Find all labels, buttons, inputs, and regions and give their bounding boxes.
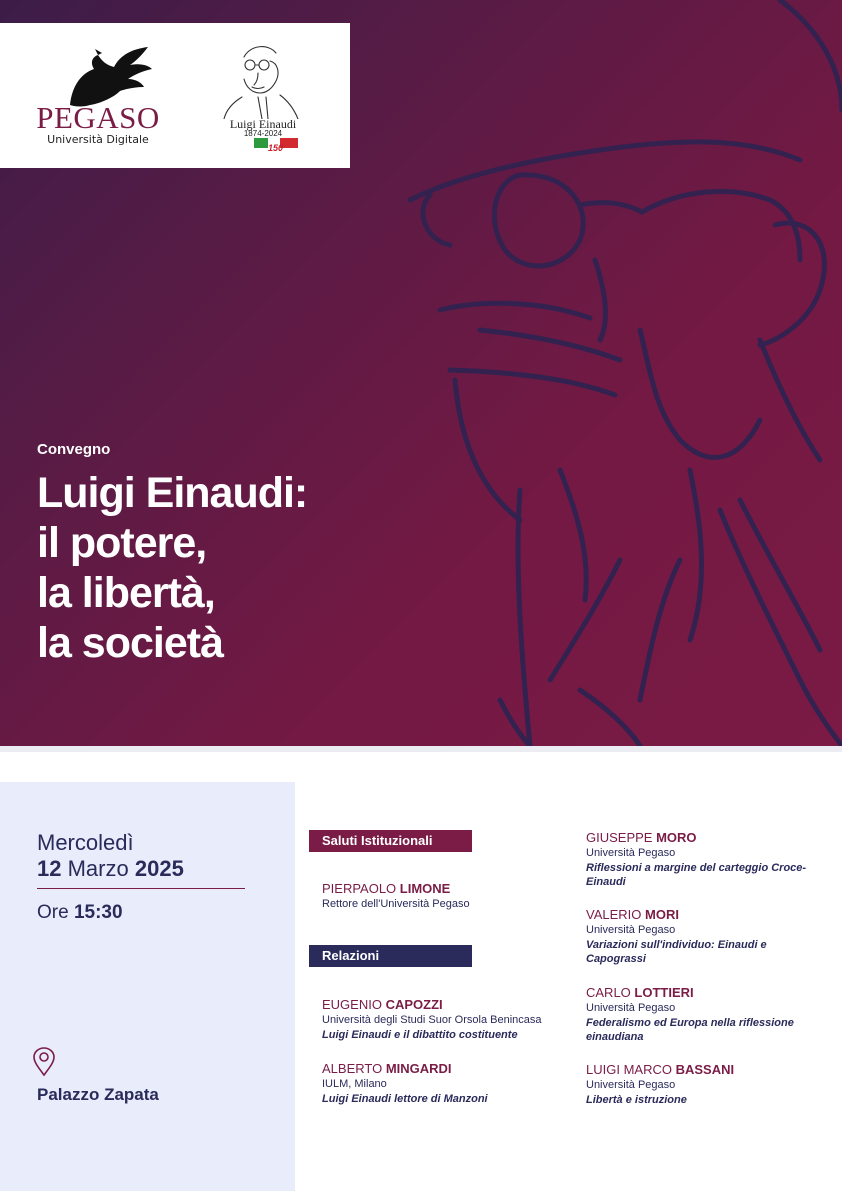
speaker-talk-title: Luigi Einaudi lettore di Manzoni	[322, 1092, 488, 1105]
event-type-label: Convegno	[37, 441, 111, 458]
speaker-entry	[586, 830, 816, 890]
speaker-talk-title: Libertà e istruzione	[586, 1093, 687, 1106]
speaker-entry	[586, 1062, 816, 1107]
event-weekday: Mercoledì	[37, 830, 134, 855]
speaker-name: VALERIO MORI	[586, 907, 679, 922]
event-time-prefix: Ore	[37, 902, 69, 923]
speaker-entry	[586, 985, 818, 1045]
event-title	[37, 468, 397, 668]
speaker-entry	[322, 881, 470, 912]
speaker-affiliation: Università Pegaso	[586, 1002, 676, 1014]
einaudi-sketch-icon	[222, 37, 302, 119]
event-title-line: la società	[37, 619, 223, 667]
speaker-talk-title: Variazioni sull'individuo: Einaudi e Capograssi	[586, 938, 767, 965]
event-title-line: Luigi Einaudi:	[37, 469, 308, 517]
event-title-line: il potere,	[37, 519, 207, 567]
event-time	[37, 902, 123, 924]
speaker-affiliation: Università Pegaso	[586, 1079, 676, 1091]
speaker-name: LUIGI MARCO BASSANI	[586, 1062, 735, 1077]
speaker-entry	[586, 907, 801, 967]
einaudi-logo-name: Luigi Einaudi	[229, 117, 297, 131]
speaker-talk-title: Riflessioni a margine del carteggio Croce-Einaudi	[586, 861, 807, 888]
speaker-affiliation: IULM, Milano	[322, 1078, 387, 1090]
speaker-name: ALBERTO MINGARDI	[322, 1061, 452, 1076]
event-date	[37, 856, 184, 882]
einaudi-logo-years: 1874-2024	[243, 129, 283, 138]
event-venue: Palazzo Zapata	[37, 1085, 159, 1104]
speaker-entry	[322, 1061, 562, 1106]
speaker-entry	[322, 997, 562, 1042]
location-pin-icon	[32, 1047, 56, 1077]
speaker-name: PIERPAOLO LIMONE	[322, 881, 451, 896]
speaker-talk-title: Federalismo ed Europa nella riflessione einaudiana	[586, 1016, 794, 1043]
event-time-value: 15:30	[73, 902, 123, 923]
hero-divider	[0, 746, 842, 752]
event-year: 2025	[134, 856, 184, 881]
speaker-affiliation: Università degli Studi Suor Orsola Benincasa	[322, 1014, 542, 1026]
speaker-affiliation: Università Pegaso	[586, 924, 676, 936]
event-month: Marzo	[67, 856, 129, 881]
speaker-name: EUGENIO CAPOZZI	[322, 997, 443, 1012]
speaker-name: CARLO LOTTIERI	[586, 985, 694, 1000]
section-relazioni-header: Relazioni	[309, 945, 472, 967]
event-day: 12	[37, 856, 62, 881]
einaudi-anniversary-number: 150	[268, 143, 284, 153]
speaker-talk-title: Luigi Einaudi e il dibattito costituente	[322, 1028, 518, 1041]
pegaso-wordmark: PEGASO	[36, 100, 160, 135]
speaker-affiliation: Università Pegaso	[586, 847, 676, 859]
logo-header-box	[0, 23, 350, 168]
event-title-line: la libertà,	[37, 569, 215, 617]
einaudi-portrait-illustration	[380, 0, 842, 746]
date-divider	[37, 888, 245, 889]
section-saluti-header: Saluti Istituzionali	[309, 830, 472, 852]
speaker-affiliation: Rettore dell'Università Pegaso	[322, 898, 470, 910]
pegaso-subtitle: Università Digitale	[47, 133, 149, 146]
speaker-name: GIUSEPPE MORO	[586, 830, 697, 845]
